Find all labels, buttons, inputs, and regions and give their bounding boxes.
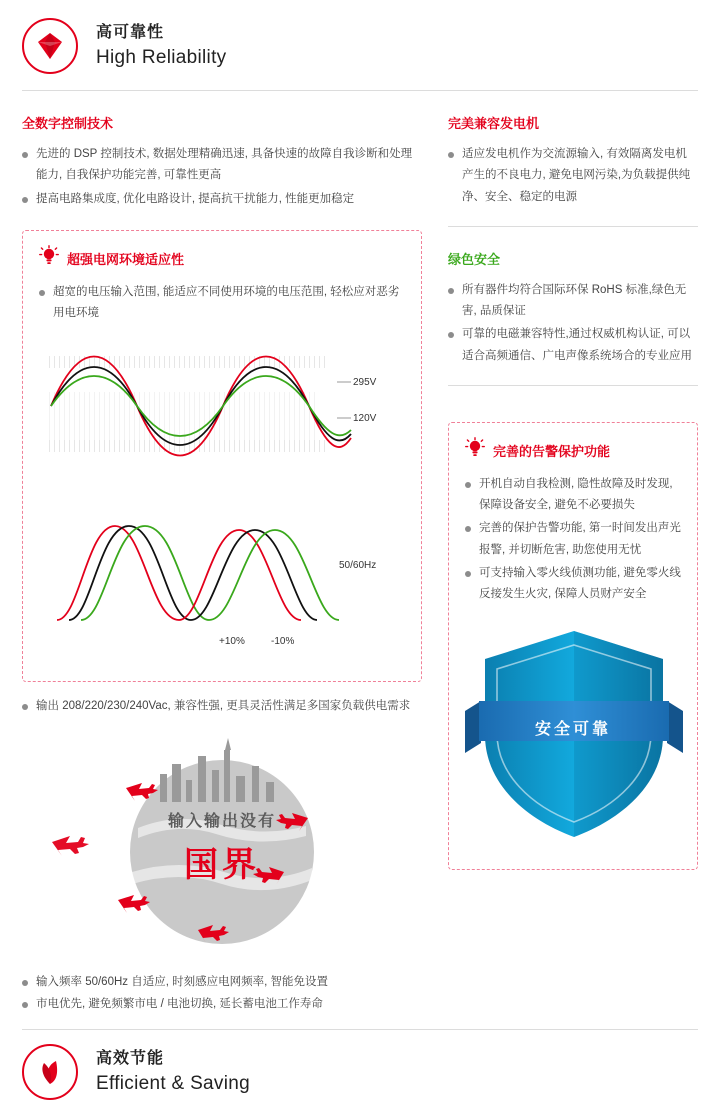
grid-adaptability-box xyxy=(22,230,422,683)
page-title: 高可靠性 xyxy=(96,23,165,41)
leaf-icon xyxy=(22,1044,78,1100)
bulb-icon xyxy=(39,245,59,272)
page-header xyxy=(0,0,720,90)
left-section1-title: 全数字控制技术 xyxy=(22,116,114,131)
diamond-icon xyxy=(22,18,78,74)
list-item: 提高电路集成度, 优化电路设计, 提高抗干扰能力, 性能更加稳定 xyxy=(22,189,422,210)
footer-title: 高效节能 xyxy=(96,1049,165,1067)
alarm-protection-title: 完善的告警保护功能 xyxy=(493,443,611,459)
left-bottom-bullets xyxy=(22,972,422,1015)
list-item: 超宽的电压输入范围, 能适应不同使用环境的电压范围, 轻松应对恶劣用电环境 xyxy=(39,282,405,325)
grid-adaptability-title: 超强电网环境适应性 xyxy=(67,251,185,267)
right-column xyxy=(448,91,698,1017)
waveform-chart xyxy=(39,330,405,665)
footer-subtitle: Efficient & Saving xyxy=(96,1072,250,1094)
alarm-protection-box xyxy=(448,422,698,871)
globe-caption-small: 输入输出没有 xyxy=(167,812,276,830)
grid-adaptability-bullets xyxy=(39,282,405,325)
list-item: 可靠的电磁兼容特性,通过权威机构认证, 可以适合高频通信、广电声像系统场合的专业应用 xyxy=(448,324,698,367)
alarm-protection-bullets xyxy=(465,474,681,606)
chart-label-frequency: 50/60Hz xyxy=(339,560,377,572)
shield-illustration xyxy=(465,623,681,853)
list-item: 先进的 DSP 控制技术, 数据处理精确迅速, 具备快速的故障自我诊断和处理能力, 自我保护功能完善, 可靠性更高 xyxy=(22,144,422,187)
list-item: 可支持输入零火线侦测功能, 避免零火线反接发生火灾, 保障人员财产安全 xyxy=(465,563,681,606)
list-item: 开机自动自我检测, 隐性故障及时发现, 保障设备安全, 避免不必要损失 xyxy=(465,474,681,517)
list-item: 输入频率 50/60Hz 自适应, 时刻感应电网频率, 智能免设置 xyxy=(22,972,422,993)
globe-illustration xyxy=(22,722,422,972)
list-item: 适应发电机作为交流源输入, 有效隔离发电机产生的不良电力, 避免电网污染,为负载提供纯净、安全、稳定的电源 xyxy=(448,144,698,208)
left-section1-bullets xyxy=(22,144,422,210)
list-item: 市电优先, 避免频繁市电 / 电池切换, 延长蓄电池工作寿命 xyxy=(22,994,422,1015)
right-divider-1 xyxy=(448,226,698,227)
chart-label-minus: -10% xyxy=(271,636,295,648)
right-section1-bullets xyxy=(448,144,698,208)
content-columns xyxy=(0,91,720,1017)
bulb-icon xyxy=(465,437,485,464)
left-after-box-bullets xyxy=(22,696,422,717)
list-item: 完善的保护告警功能, 第一时间发出声光报警, 并切断危害, 助您使用无忧 xyxy=(465,518,681,561)
list-item: 所有器件均符合国际环保 RoHS 标准,绿色无害, 品质保证 xyxy=(448,280,698,323)
chart-label-low-voltage: 120V xyxy=(353,413,377,425)
chart-label-plus: +10% xyxy=(219,636,245,648)
globe-caption-large: 国界 xyxy=(184,845,260,884)
right-section2-bullets xyxy=(448,280,698,367)
right-divider-2 xyxy=(448,385,698,386)
left-column xyxy=(22,91,422,1017)
right-section1-title: 完美兼容发电机 xyxy=(448,116,540,131)
chart-label-high-voltage: 295V xyxy=(353,377,377,389)
page-footer xyxy=(0,1030,720,1116)
page-subtitle: High Reliability xyxy=(96,46,227,68)
list-item: 输出 208/220/230/240Vac, 兼容性强, 更具灵活性满足多国家负载供电需求 xyxy=(22,696,422,717)
shield-banner-text: 安全可靠 xyxy=(534,721,611,739)
right-section2-title: 绿色安全 xyxy=(448,251,501,267)
